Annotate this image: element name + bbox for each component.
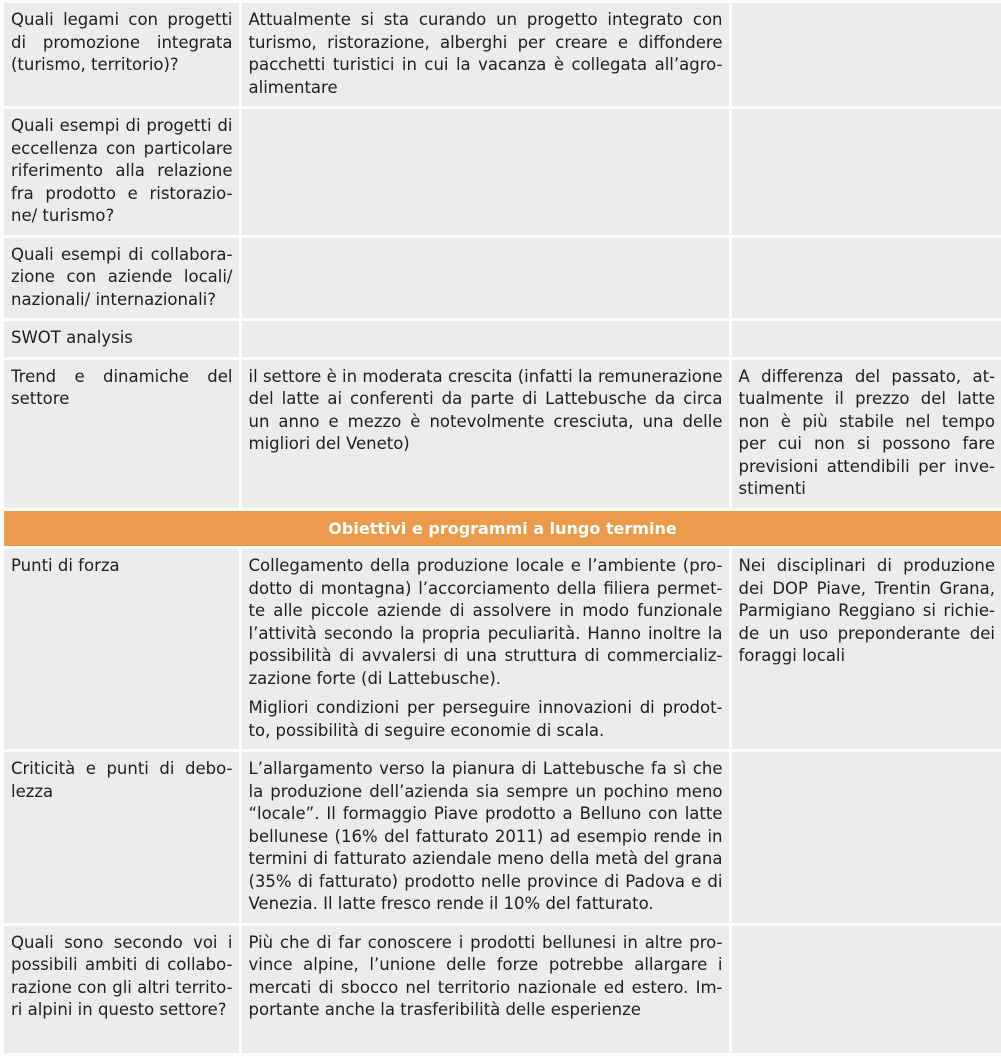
question-cell: Quali esempi di progetti di eccellenza con particolare riferimento alla relazione fra prodotto e ristorazio-ne/ turismo? (4, 108, 240, 237)
answer-cell (240, 548, 730, 751)
question-cell: SWOT analysis (4, 320, 240, 359)
table-row (4, 924, 1001, 1054)
answer-cell (240, 236, 730, 320)
answer-paragraph: Migliori condizioni per perseguire innovazioni di prodot-to, possibilità di seguire economie di scala. (248, 698, 723, 740)
table-row (4, 751, 1001, 925)
question-cell: Trend e dinamiche del settore (4, 358, 240, 509)
note-cell (730, 320, 1001, 359)
note-cell (730, 236, 1001, 320)
section-header: Obiettivi e programmi a lungo termine (4, 509, 1001, 548)
answer-cell (240, 108, 730, 237)
table-row (4, 236, 1001, 320)
answer-cell (240, 3, 730, 108)
table-row (4, 3, 1001, 108)
note-cell (730, 108, 1001, 237)
answer-cell (240, 924, 730, 1054)
answer-paragraph: il settore è in moderata crescita (infatti la remunerazione del latte ai conferenti da parte di Lattebusche da circa un anno e mezzo è notevolmente cresciuta, una delle migliori del Veneto) (248, 366, 723, 453)
answer-paragraph: Più che di far conoscere i prodotti bellunesi in altre pro-vince alpine, l’unione delle forze potrebbe allargare i mercati di sbocco nel territorio nazionale ed estero. Im-portante anche la trasferibilità delle esperienze (248, 932, 723, 1019)
question-cell: Quali legami con progetti di promozione integrata (turismo, territorio)? (4, 3, 240, 108)
note-cell (730, 3, 1001, 108)
note-cell (730, 924, 1001, 1054)
answer-paragraph: Attualmente si sta curando un progetto integrato con turismo, ristorazione, alberghi per creare e diffondere pacchetti turistici in cui la vacanza è collegata all’agro-alimentare (248, 10, 723, 97)
answer-cell (240, 751, 730, 925)
note-cell: A differenza del passato, at-tualmente il prezzo del latte non è più stabile nel tempo per cui non si possono fare previsioni attendibili per inve-stimenti (730, 358, 1001, 509)
table-row (4, 108, 1001, 237)
table-row (4, 358, 1001, 509)
table-row (4, 548, 1001, 751)
question-cell: Quali esempi di collabora-zione con aziende locali/ nazionali/ internazionali? (4, 236, 240, 320)
answer-cell (240, 358, 730, 509)
answer-cell (240, 320, 730, 359)
table-row (4, 320, 1001, 359)
answer-paragraph: L’allargamento verso la pianura di Lattebusche fa sì che la produzione dell’azienda sia sempre un pochino meno “locale”. Il formaggio Piave prodotto a Belluno con latte bellunese (16% del fatturato 2011) ad esempio rende in termini di fatturato aziendale meno della metà del grana (35% di fatturato) prodotto nelle province di Padova e di Venezia. Il latte fresco rende il 10% del fatturato. (248, 759, 723, 913)
answer-paragraph: Collegamento della produzione locale e l’ambiente (pro-dotto di montagna) l’accorciamento della filiera permet-te alle piccole aziende di assolvere in modo funzionale l’attività secondo la propria peculiarità. Hanno inoltre la possibilità di avvalersi di una struttura di commercializ-zazione forte (di Lattebusche). (248, 556, 723, 688)
question-cell: Punti di forza (4, 548, 240, 751)
question-cell: Criticità e punti di debo-lezza (4, 751, 240, 925)
interview-table (4, 3, 1001, 1056)
question-cell: Quali sono secondo voi i possibili ambiti di collabo-razione con gli altri territo-ri alpini in questo settore? (4, 924, 240, 1054)
section-header-row (4, 509, 1001, 548)
note-cell: Nei disciplinari di produzione dei DOP Piave, Trentin Grana, Parmigiano Reggiano si richie-de un uso preponderante dei foraggi locali (730, 548, 1001, 751)
note-cell (730, 751, 1001, 925)
